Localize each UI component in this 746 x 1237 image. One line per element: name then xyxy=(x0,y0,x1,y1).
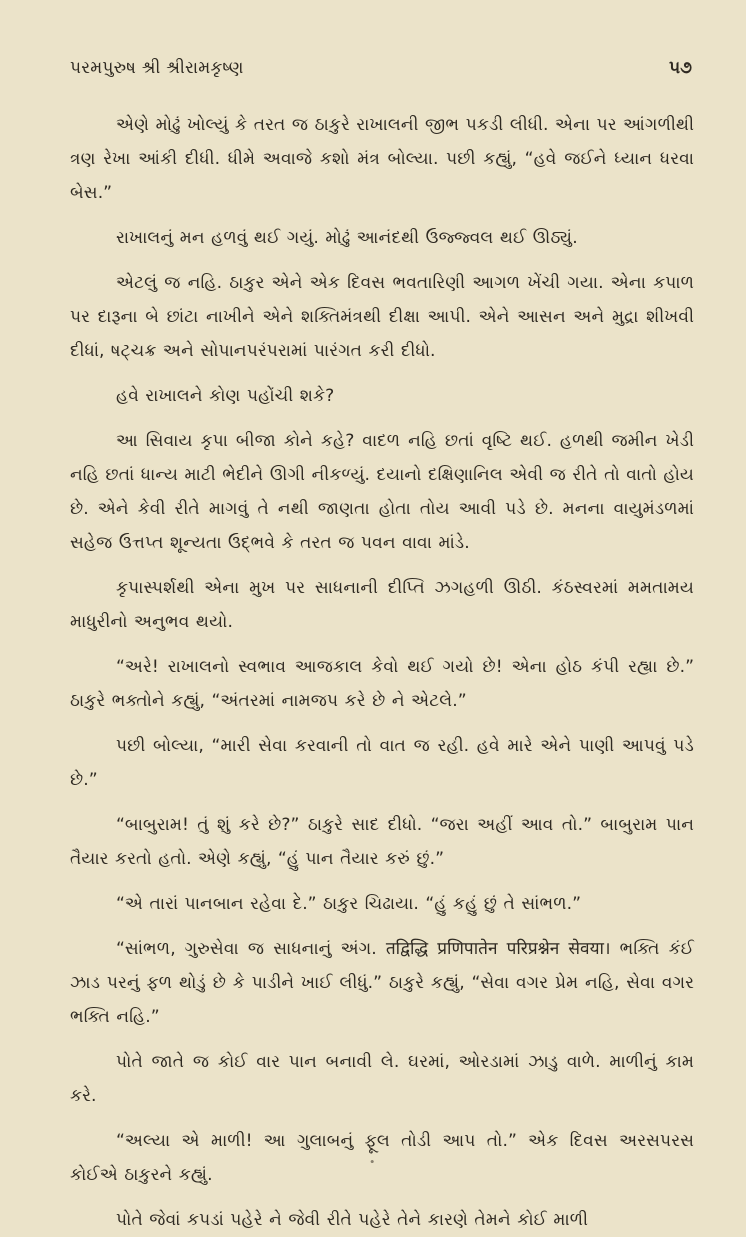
paragraph: “બાબુરામ! તું શું કરે છે?” ઠાકુરે સાદ દીધો. “જરા અહીં આવ તો.” બાબુરામ પાન તૈયાર કરતો હતો. એણે કહ્યું, “હું પાન તૈયાર કરું છું.” xyxy=(70,815,694,869)
paragraph: એટલું જ નહિ. ઠાકુર એને એક દિવસ ભવતારિણી આગળ ખેંચી ગયા. એના કપાળ પર દારૂના બે છાંટા નાખીને એને શક્તિમંત્રથી દીક્ષા આપી. એને આસન અને મુદ્રા શીખવી દીધાં, ષટ્ચક્ર અને સોપાનપરંપરામાં પારંગત કરી દીધો. xyxy=(70,273,694,361)
page-body xyxy=(70,108,694,1237)
paragraph: “સાંભળ, ગુરુસેવા જ સાધનાનું અંગ. तद्विद्धि प्रणिपातेन परिप्रश्नेन सेवया। ભક્તિ કંઈ ઝાડ પરનું ફળ થોડું છે કે પાડીને ખાઈ લીધું.” ઠાકુરે કહ્યું, “સેવા વગર પ્રેમ નહિ, સેવા વગર ભક્તિ નહિ.” xyxy=(70,939,694,1027)
running-header xyxy=(70,58,694,78)
paragraph: પોતે જેવાં કપડાં પહેરે ને જેવી રીતે પહેરે તેને કારણે તેમને કોઈ માળી xyxy=(116,1210,589,1230)
paragraph: “એ તારાં પાનબાન રહેવા દે.” ઠાકુર ચિઢાયા. “હું કહું છું તે સાંભળ.” xyxy=(116,894,582,914)
paragraph: એણે મોઢું ખોલ્યું કે તરત જ ઠાકુરે રાખાલની જીભ પકડી લીધી. એના પર આંગળીથી ત્રણ રેખા આંકી દીધી. ધીમે અવાજે કશો મંત્ર બોલ્યા. પછી કહ્યું, “હવે જઈને ધ્યાન ધરવા બેસ.” xyxy=(70,115,694,203)
paragraph: “અલ્યા એ માળી! આ ગુલાબનું ફૂલ તોડી આપ તો.” એક દિવસ અરસપરસ કોઈએ ઠાકુરને કહ્યું. xyxy=(70,1131,694,1185)
paragraph: રાખાલનું મન હળવું થઈ ગયું. મોઢું આનંદથી ઉજ્જ્વલ થઈ ઊઠ્યું. xyxy=(116,228,578,248)
paragraph: પોતે જાતે જ કોઈ વાર પાન બનાવી લે. ઘરમાં, ઓરડામાં ઝાડુ વાળે. માળીનું કામ કરે. xyxy=(70,1052,694,1106)
paragraph: આ સિવાય કૃપા બીજા કોને કહે? વાદળ નહિ છતાં વૃષ્ટિ થઈ. હળથી જમીન ખેડી નહિ છતાં ધાન્ય માટી ભેદીને ઊગી નીકળ્યું. દયાનો દક્ષિણાનિલ એવી જ રીતે તો વાતો હોય છે. એને કેવી રીતે માગવું તે નથી જાણતા હોતા તોય આવી પડે છે. મનના વાયુમંડળમાં સહેજ ઉત્તપ્ત શૂન્યતા ઉદ્ભવે કે તરત જ પવન વાવા માંડે. xyxy=(70,431,694,553)
footer-mark: ꔷ xyxy=(370,1158,375,1168)
paragraph: “અરે! રાખાલનો સ્વભાવ આજકાલ કેવો થઈ ગયો છે! એના હોઠ કંપી રહ્યા છે.” ઠાકુરે ભક્તોને કહ્યું, “અંતરમાં નામજપ કરે છે ને એટલે.” xyxy=(70,657,694,711)
page-number: ૫૭ xyxy=(669,58,692,78)
paragraph: હવે રાખાલને કોણ પહોંચી શકે? xyxy=(116,386,335,406)
paragraph: પછી બોલ્યા, “મારી સેવા કરવાની તો વાત જ રહી. હવે મારે એને પાણી આપવું પડે છે.” xyxy=(70,736,694,790)
paragraph: કૃપાસ્પર્શથી એના મુખ પર સાધનાની દીપ્તિ ઝગહળી ઊઠી. કંઠસ્વરમાં મમતામય માધુરીનો અનુભવ થયો. xyxy=(70,578,694,632)
running-title: પરમપુરુષ શ્રી શ્રીરામકૃષ્ણ xyxy=(70,58,244,78)
